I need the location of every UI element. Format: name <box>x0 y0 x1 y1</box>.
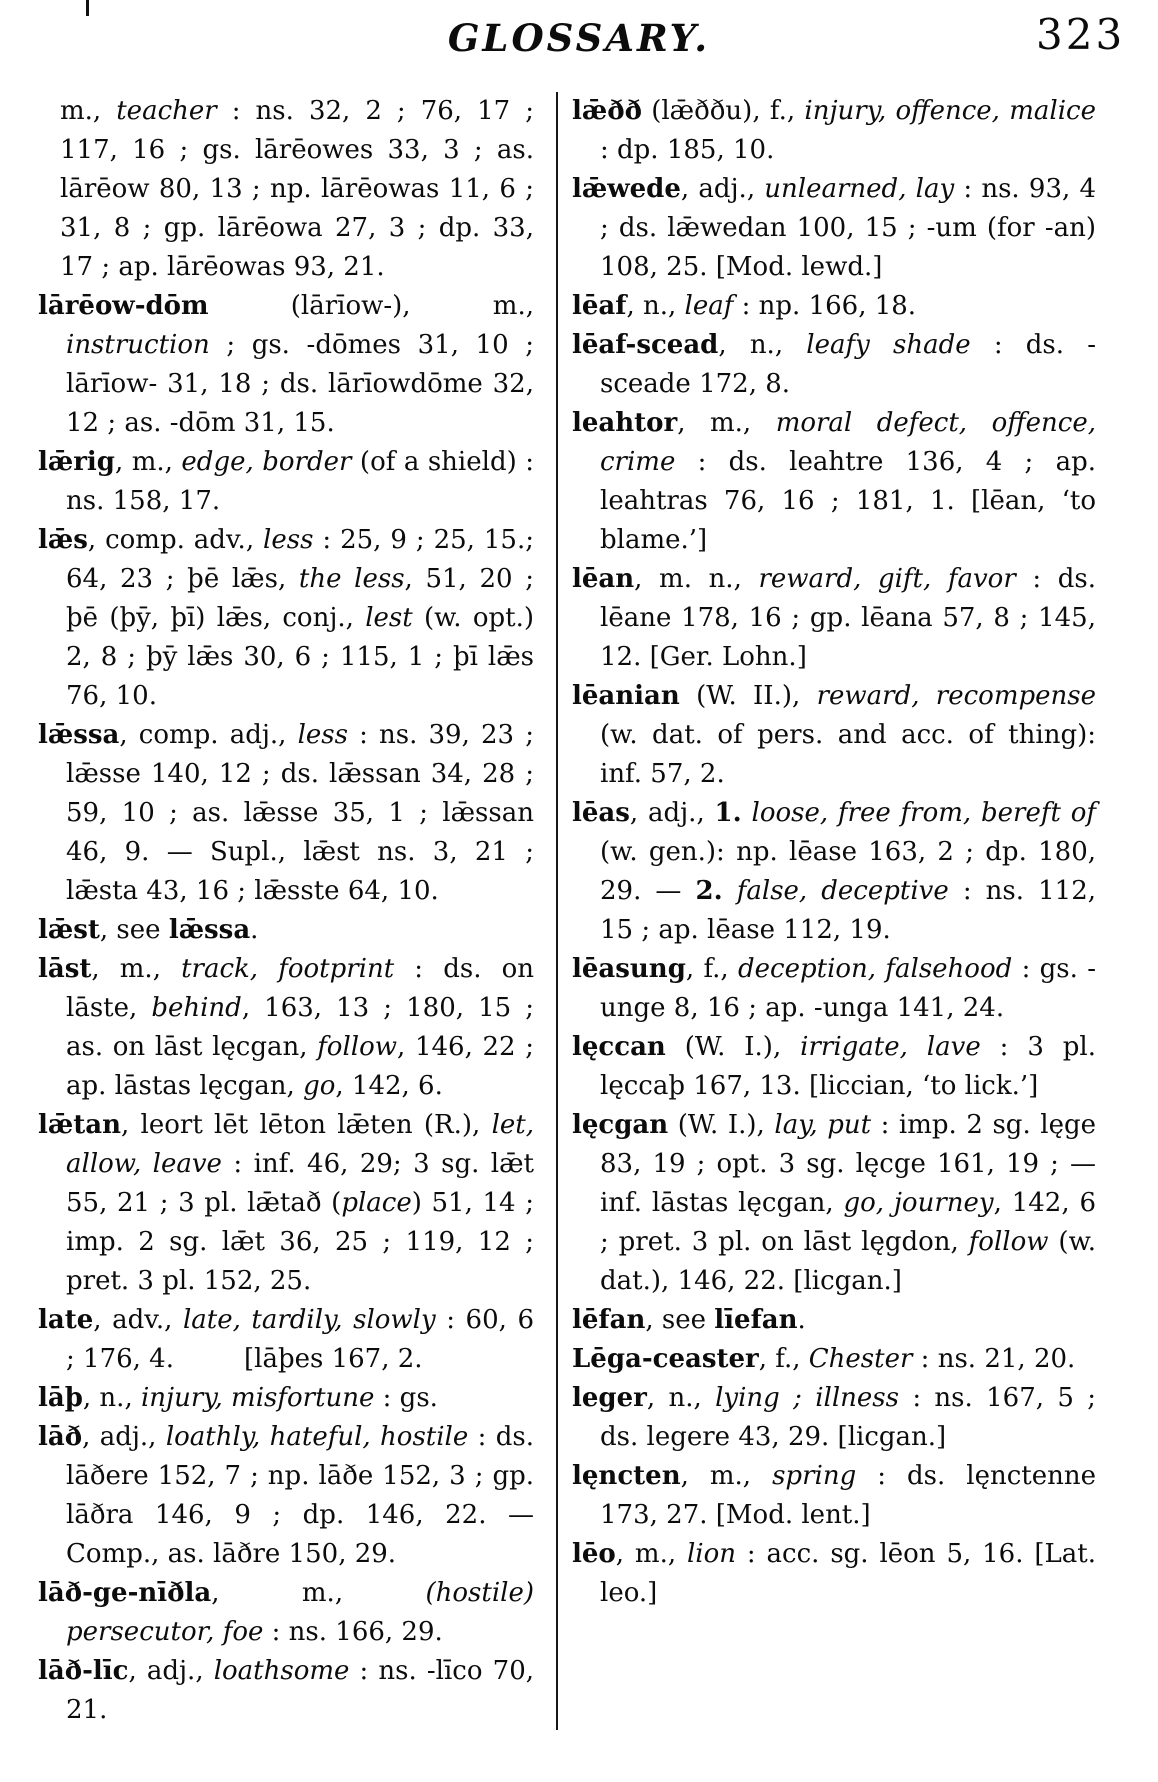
glossary-entry <box>38 443 534 521</box>
text-segment: irrigate, lave <box>800 1032 981 1062</box>
text-segment: (w. gen.): np. lēase 163, 2 ; dp. 180, 29. — <box>600 837 1096 906</box>
glossary-entry <box>572 404 1096 560</box>
entry-headword: lēo <box>572 1539 616 1569</box>
text-segment: (W. I.), <box>665 1032 801 1062</box>
text-segment: moral defect, offence, crime <box>600 408 1096 477</box>
page-number: 323 <box>1036 10 1126 59</box>
text-segment: , n., <box>82 1383 141 1413</box>
text-segment <box>742 798 752 828</box>
text-segment: , m. n., <box>634 564 759 594</box>
scan-artifact <box>86 0 89 16</box>
entry-headword: lēan <box>572 564 635 594</box>
text-segment: edge, border <box>181 447 352 477</box>
text-segment: : 60, 6 ; 176, 4. <box>66 1305 534 1374</box>
entry-headword: lēaf <box>572 291 627 321</box>
text-segment: , 51, 20 ; þē (þȳ, þī) lǣs, conj., <box>66 564 534 633</box>
text-segment: go <box>303 1071 336 1101</box>
text-segment: reward, gift, favor <box>758 564 1016 594</box>
text-segment: instruction <box>66 330 210 360</box>
text-segment: track, footprint <box>181 954 395 984</box>
text-segment: , n., <box>646 1383 716 1413</box>
text-segment: : dp. 185, 10. <box>600 135 775 165</box>
text-segment: , leort lēt lēton lǣten (R.), <box>121 1110 492 1140</box>
text-segment: : ds. lęnctenne 173, 27. [Mod. lent.] <box>600 1461 1096 1530</box>
text-segment: , adj., <box>82 1422 166 1452</box>
text-segment: , see <box>99 915 169 945</box>
entry-headword: leger <box>572 1383 647 1413</box>
entry-headword: lǣtan <box>38 1110 121 1140</box>
text-segment: . <box>797 1305 806 1335</box>
text-segment: : gs. -unge 8, 16 ; ap. -unga 141, 24. <box>600 954 1096 1023</box>
glossary-entry <box>38 521 534 716</box>
text-segment: , adv., <box>93 1305 183 1335</box>
text-segment: , 163, 13 ; 180, 15 ; as. on lāst lęcgan, <box>66 993 534 1062</box>
text-segment: , 142, 6 ; pret. 3 pl. on lāst lęgdon, <box>600 1188 1096 1257</box>
entry-headword: leahtor <box>572 408 678 438</box>
entry-headword: lęncten <box>572 1461 681 1491</box>
glossary-entry <box>38 287 534 443</box>
text-segment: , f., <box>685 954 739 984</box>
text-segment: unlearned, lay <box>764 174 955 204</box>
glossary-entry <box>572 677 1096 794</box>
text-segment: , m., <box>91 954 182 984</box>
text-segment: lying ; illness <box>715 1383 899 1413</box>
text-segment: : ns. 166, 29. <box>263 1617 443 1647</box>
text-segment: : ns. 39, 23 ; lǣsse 140, 12 ; ds. lǣssan 34, 28 ; 59, 10 ; as. lǣsse 35, 1 ; lǣssan 46, 9. — Supl., lǣst ns. 3, 21 ; lǣsta 43, 16 ; lǣsste 64, 10. <box>66 720 534 906</box>
entry-headword: lǣðð <box>572 96 642 126</box>
text-segment: : ds. on lāste, <box>66 954 534 1023</box>
entry-headword: lǣst <box>38 915 100 945</box>
text-segment: injury, offence, malice <box>804 96 1096 126</box>
text-segment: loathly, hateful, hostile <box>165 1422 469 1452</box>
glossary-entry <box>572 950 1096 1028</box>
text-segment: : gs. <box>374 1383 438 1413</box>
glossary-entry <box>572 92 1096 170</box>
text-segment: , n., <box>718 330 807 360</box>
entry-headword: lāð-līc <box>38 1656 129 1686</box>
glossary-entry <box>572 1457 1096 1535</box>
text-segment: , see <box>645 1305 715 1335</box>
text-segment: : 3 pl. lęccaþ 167, 13. [liccian, ‘to lick.’] <box>600 1032 1097 1101</box>
left-column <box>38 92 534 1730</box>
entry-headword: lēanian <box>572 681 680 711</box>
entry-headword: lęccan <box>572 1032 666 1062</box>
glossary-entry <box>572 1028 1096 1106</box>
glossary-entry <box>572 1340 1096 1379</box>
glossary-entry <box>572 1301 1096 1340</box>
text-segment: (W. II.), <box>679 681 817 711</box>
text-segment: (lārīow-), m., <box>208 291 534 321</box>
text-segment: injury, misfortune <box>140 1383 375 1413</box>
text-segment: deception, falsehood <box>738 954 1013 984</box>
glossary-entry <box>38 1418 534 1574</box>
text-segment: lest <box>365 603 413 633</box>
text-segment: lion <box>686 1539 737 1569</box>
text-segment: , comp. adv., <box>87 525 264 555</box>
text-segment: follow <box>968 1227 1049 1257</box>
text-segment: : np. 166, 18. <box>733 291 917 321</box>
text-segment: : ds. lēane 178, 16 ; gp. lēana 57, 8 ; 145, 12. [Ger. Lohn.] <box>600 564 1096 672</box>
glossary-entry <box>572 1106 1096 1301</box>
glossary-entry <box>572 1535 1096 1613</box>
entry-headword: lēfan <box>572 1305 646 1335</box>
glossary-entry <box>38 1652 534 1730</box>
text-segment: follow <box>317 1032 398 1062</box>
entry-headword: lēas <box>572 798 630 828</box>
entry-headword: lāst <box>38 954 92 984</box>
glossary-entry <box>572 560 1096 677</box>
entry-headword: lēasung <box>572 954 686 984</box>
text-segment: go, journey <box>843 1188 994 1218</box>
entry-headword: lāþ <box>38 1383 83 1413</box>
text-segment: , adj., <box>128 1656 214 1686</box>
text-segment: , f., <box>758 1344 809 1374</box>
text-segment: : ns. 112, 15 ; ap. lēase 112, 19. <box>600 876 1096 945</box>
glossary-entry <box>38 950 534 1106</box>
text-segment <box>723 876 737 906</box>
text-segment: lay, put <box>774 1110 872 1140</box>
text-segment: less <box>263 525 314 555</box>
glossary-entry <box>38 911 534 950</box>
text-segment: (lǣððu), f., <box>641 96 805 126</box>
entry-headword: lēaf-scead <box>572 330 719 360</box>
glossary-columns <box>38 92 1110 1730</box>
entry-headword: lārēow-dōm <box>38 291 209 321</box>
text-segment: false, deceptive <box>736 876 949 906</box>
text-segment: : ds. leahtre 136, 4 ; ap. leahtras 76, 16 ; 181, 1. [lēan, ‘to blame.’] <box>600 447 1096 555</box>
text-segment: leaf <box>684 291 734 321</box>
text-segment: teacher <box>116 96 217 126</box>
text-segment: (w. dat. of pers. and acc. of thing): inf. 57, 2. <box>600 720 1096 789</box>
glossary-entry <box>572 326 1096 404</box>
text-segment: reward, recompense <box>816 681 1096 711</box>
text-segment: (w. opt.) 2, 8 ; þȳ lǣs 30, 6 ; 115, 1 ; þī lǣs 76, 10. <box>66 603 534 711</box>
text-segment: , 142, 6. <box>335 1071 443 1101</box>
entry-headword: lāð <box>38 1422 83 1452</box>
text-segment: , adj., <box>629 798 715 828</box>
text-segment: loathsome <box>213 1656 350 1686</box>
entry-headword: late <box>38 1305 94 1335</box>
glossary-entry <box>38 1106 534 1301</box>
text-segment: : ns. 21, 20. <box>912 1344 1076 1374</box>
text-segment: (hostile) persecutor, foe <box>66 1578 534 1647</box>
text-segment: place <box>341 1188 412 1218</box>
glossary-entry <box>38 1379 534 1418</box>
text-segment: (of a shield) : ns. 158, 17. <box>66 447 534 516</box>
text-segment: , m., <box>615 1539 687 1569</box>
text-segment: , m., <box>211 1578 426 1608</box>
entry-headword: lǣssa <box>38 720 120 750</box>
text-segment: : imp. 2 sg. lęge 83, 19 ; opt. 3 sg. lęcge 161, 19 ; — inf. lāstas lęcgan, <box>600 1110 1096 1218</box>
text-segment: 1. <box>714 798 742 828</box>
text-segment: , m., <box>114 447 182 477</box>
page-header-title: GLOSSARY. <box>447 16 711 60</box>
text-segment: lǣssa <box>168 915 251 945</box>
text-segment: the less <box>298 564 405 594</box>
entry-headword: lǣwede <box>572 174 681 204</box>
text-segment: ; gs. -dōmes 31, 10 ; lārīow- 31, 18 ; ds. lārīowdōme 32, 12 ; as. -dōm 31, 15. <box>66 330 534 438</box>
text-segment: ) 51, 14 ; imp. 2 sg. lǣt 36, 25 ; 119, 12 ; pret. 3 pl. 152, 25. <box>66 1188 534 1296</box>
text-segment: let, allow, leave <box>66 1110 534 1179</box>
text-segment: , comp. adj., <box>119 720 298 750</box>
glossary-entry <box>572 170 1096 287</box>
text-segment: , n., <box>626 291 685 321</box>
text-segment: , m., <box>680 1461 773 1491</box>
text-segment: late, tardily, slowly <box>182 1305 436 1335</box>
glossary-entry <box>572 287 1096 326</box>
text-segment: : 25, 9 ; 25, 15.; 64, 23 ; þē lǣs, <box>66 525 534 594</box>
text-segment: less <box>297 720 348 750</box>
entry-headword: lǣs <box>38 525 88 555</box>
text-segment: : acc. sg. lēon 5, 16. [Lat. leo.] <box>600 1539 1096 1608</box>
text-segment: (W. I.), <box>668 1110 775 1140</box>
glossary-entry-continuation <box>38 92 534 287</box>
text-segment: spring <box>772 1461 857 1491</box>
text-segment: m., <box>60 96 117 126</box>
text-segment: : ds. lāðere 152, 7 ; np. lāðe 152, 3 ; gp. lāðra 146, 9 ; dp. 146, 22. — Comp., as. lāðre 150, 29. <box>66 1422 535 1569</box>
text-segment: (w. dat.), 146, 22. [licgan.] <box>600 1227 1096 1296</box>
glossary-entry <box>38 1574 534 1652</box>
text-segment: , m., <box>677 408 776 438</box>
text-segment: : ns. 93, 4 ; ds. lǣwedan 100, 15 ; -um (for -an) 108, 25. [Mod. lewd.] <box>600 174 1097 282</box>
column-divider <box>556 92 558 1730</box>
text-segment: , adj., <box>680 174 765 204</box>
text-segment: : inf. 46, 29; 3 sg. lǣt 55, 21 ; 3 pl. lǣtað ( <box>66 1149 535 1218</box>
text-segment: 2. <box>695 876 723 906</box>
text-segment: [lāþes 167, 2. <box>244 1344 423 1374</box>
text-segment: Chester <box>808 1344 913 1374</box>
text-segment: : ns. 167, 5 ; ds. legere 43, 29. [licgan.] <box>600 1383 1096 1452</box>
text-segment: : ns. -līco 70, 21. <box>66 1656 534 1725</box>
entry-headword: Lēga-ceaster <box>572 1344 759 1374</box>
glossary-entry <box>572 794 1096 950</box>
entry-headword: lęcgan <box>572 1110 669 1140</box>
text-segment: leafy shade <box>806 330 971 360</box>
right-column <box>572 92 1096 1730</box>
entry-headword: lǣrig <box>38 447 115 477</box>
text-segment: līefan <box>714 1305 798 1335</box>
glossary-entry <box>38 1301 534 1379</box>
glossary-entry <box>572 1379 1096 1457</box>
text-segment: : ns. 32, 2 ; 76, 17 ; 117, 16 ; gs. lārēowes 33, 3 ; as. lārēow 80, 13 ; np. lārēowas 11, 6 ; 31, 8 ; gp. lārēowa 27, 3 ; dp. 33, 17 ; ap. lārēowas 93, 21. <box>60 96 534 282</box>
text-segment: , 146, 22 ; ap. lāstas lęcgan, <box>66 1032 535 1101</box>
glossary-entry <box>38 716 534 911</box>
entry-headword: lāð-ge-nīðla <box>38 1578 212 1608</box>
text-segment: . <box>250 915 259 945</box>
text-segment: : ds. -sceade 172, 8. <box>600 330 1096 399</box>
text-segment: loose, free from, bereft of <box>751 798 1096 828</box>
text-segment: behind <box>151 993 242 1023</box>
